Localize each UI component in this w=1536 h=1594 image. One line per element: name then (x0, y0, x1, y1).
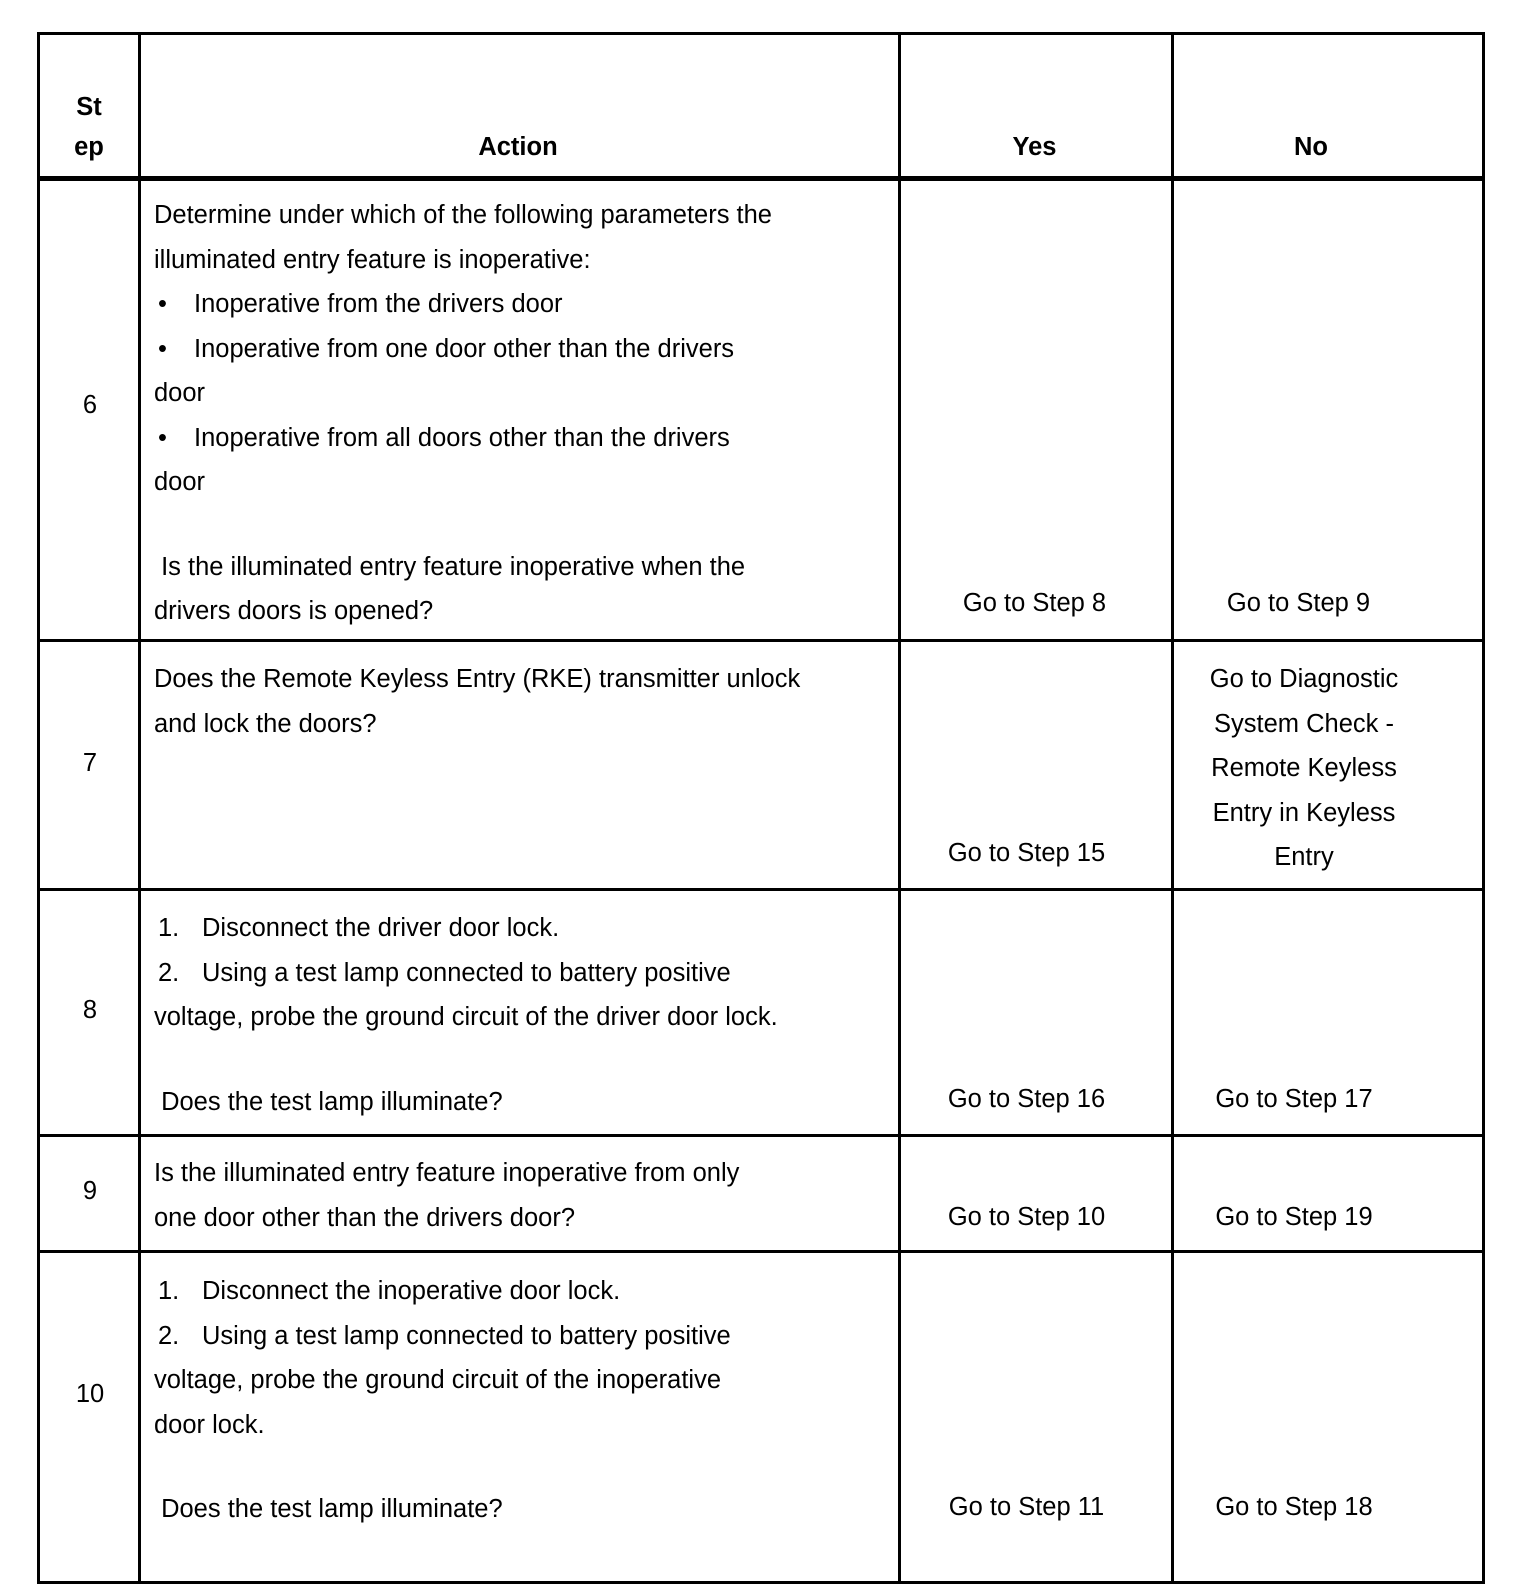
step-number: 9 (82, 1177, 98, 1205)
list-item: 1. Disconnect the inoperative door lock. (158, 1277, 621, 1305)
header-divider (40, 176, 1482, 181)
yes-result: Go to Step 16 (947, 1085, 1106, 1113)
row-divider (40, 639, 1482, 642)
action-text: 1. Disconnect the inoperative door lock. 2. Using a test lamp connected to battery positive voltage, probe the ground circuit of the inoperative door lock. Does the test lamp illuminate? (154, 1269, 731, 1532)
action-text: Is the illuminated entry feature inoperative from only one door other than the drivers door? (154, 1159, 740, 1232)
bullet-icon: • (158, 334, 167, 363)
diagnostic-table (37, 32, 1485, 1584)
step-number: 7 (82, 749, 98, 777)
list-item: • Inoperative from all doors other than the drivers (154, 416, 772, 461)
no-result: Go to Diagnostic System Check - Remote Keyless Entry in Keyless Entry (1209, 665, 1399, 871)
header-no: No (1294, 133, 1328, 161)
header-yes: Yes (1012, 133, 1057, 161)
action-text: Determine under which of the following parameters the illuminated entry feature is inoperative: • Inoperative from the drivers door • Inoperative from one door other than the drivers door • Inoperative from all doors other than the drivers door Is the illuminated entry feature inoperative when the drivers doors is opened? (154, 201, 772, 625)
list-item: • Inoperative from one door other than the drivers (154, 327, 772, 372)
action-text: 1. Disconnect the driver door lock. 2. Using a test lamp connected to battery positive voltage, probe the ground circuit of the driver door lock. Does the test lamp illuminate? (154, 906, 778, 1124)
step-number: 10 (75, 1380, 105, 1408)
row-divider (40, 1250, 1482, 1253)
step-number: 6 (82, 391, 98, 419)
row-divider (40, 888, 1482, 891)
header-step: St ep (74, 93, 104, 161)
no-result: Go to Step 18 (1215, 1493, 1373, 1521)
bullet-icon: • (158, 423, 167, 452)
bullet-icon: • (158, 290, 167, 318)
header-action: Action (478, 133, 558, 161)
yes-result: Go to Step 15 (947, 839, 1106, 867)
list-item: 2. Using a test lamp connected to battery positive (158, 958, 731, 987)
no-result: Go to Step 19 (1215, 1203, 1373, 1231)
column-divider (898, 35, 901, 1581)
yes-result: Go to Step 10 (947, 1203, 1106, 1231)
list-item: 1. Disconnect the driver door lock. (158, 914, 560, 942)
yes-result: Go to Step 11 (948, 1493, 1105, 1521)
list-item: • Inoperative from the drivers door (154, 282, 772, 327)
column-divider (138, 35, 141, 1581)
no-result: Go to Step 17 (1215, 1085, 1373, 1113)
no-result: Go to Step 9 (1226, 589, 1371, 617)
list-item: 2. Using a test lamp connected to battery positive (158, 1321, 731, 1350)
step-number: 8 (82, 996, 98, 1024)
action-text: Does the Remote Keyless Entry (RKE) transmitter unlock and lock the doors? (154, 665, 801, 738)
row-divider (40, 1134, 1482, 1137)
yes-result: Go to Step 8 (962, 589, 1107, 617)
